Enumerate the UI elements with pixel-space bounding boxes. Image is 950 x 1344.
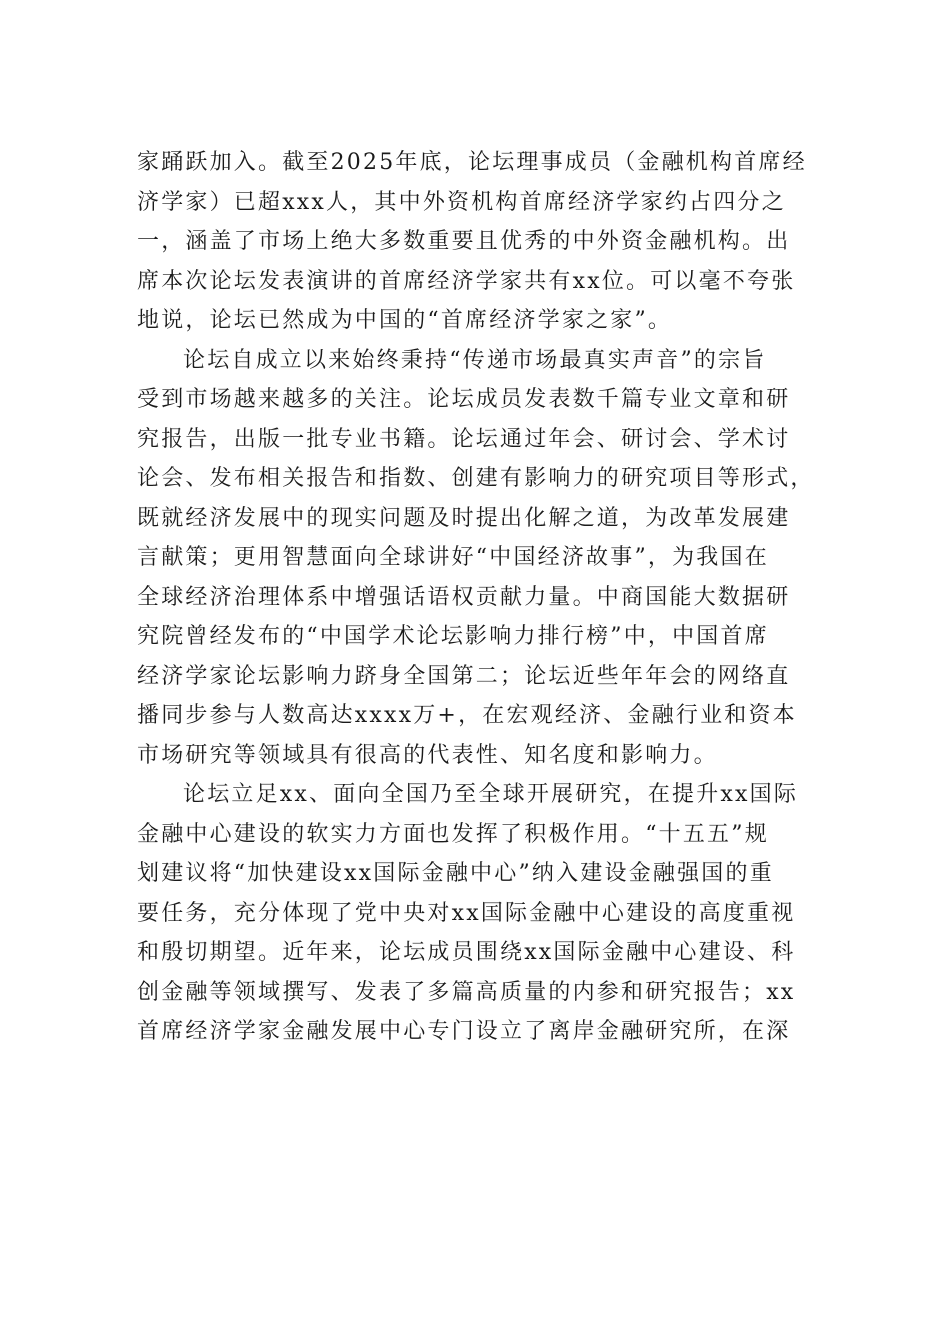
text-line: 市场研究等领域具有很高的代表性、知名度和影响力。 [137, 742, 718, 768]
text-line: 要任务，充分体现了党中央对xx国际金融中心建设的高度重视 [137, 900, 796, 926]
text-line: 创金融等领域撰写、发表了多篇高质量的内参和研究报告；xx [137, 979, 796, 1005]
paragraph-2 [137, 341, 827, 776]
text-line: 首席经济学家金融发展中心专门设立了离岸金融研究所，在深 [137, 1019, 791, 1044]
text-line: 既就经济发展中的现实问题及时提出化解之道，为改革发展建 [137, 505, 791, 531]
text-line: 经济学家论坛影响力跻身全国第二；论坛近些年年会的网络直 [137, 663, 791, 689]
paragraph-1 [137, 143, 827, 341]
paragraph-3 [137, 775, 827, 1052]
text-line: 一，涵盖了市场上绝大多数重要且优秀的中外资金融机构。出 [137, 229, 791, 254]
text-line: 家踊跃加入。截至2025年底，论坛理事成员（金融机构首席经 [137, 150, 807, 175]
text-line: 究报告，出版一批专业书籍。论坛通过年会、研讨会、学术讨 [137, 426, 791, 452]
text-line: 论坛自成立以来始终秉持“传递市场最真实声音”的宗旨 [183, 347, 767, 373]
text-line: 论会、发布相关报告和指数、创建有影响力的研究项目等形式， [137, 466, 815, 491]
text-line: 和殷切期望。近年来，论坛成员围绕xx国际金融中心建设、科 [137, 940, 796, 965]
text-line: 究院曾经发布的“中国学术论坛影响力排行榜”中，中国首席 [137, 624, 769, 649]
text-line: 全球经济治理体系中增强话语权贡献力量。中商国能大数据研 [137, 584, 791, 610]
document-body [137, 143, 827, 1052]
text-line: 席本次论坛发表演讲的首席经济学家共有xx位。可以毫不夸张 [137, 268, 796, 294]
text-line: 播同步参与人数高达xxxx万+，在宏观经济、金融行业和资本 [137, 703, 797, 728]
text-line: 划建议将“加快建设xx国际金融中心”纳入建设金融强国的重 [137, 861, 774, 886]
text-line: 地说，论坛已然成为中国的“首席经济学家之家”。 [137, 308, 673, 333]
text-line: 受到市场越来越多的关注。论坛成员发表数千篇专业文章和研 [137, 387, 791, 412]
text-line: 言献策；更用智慧面向全球讲好“中国经济故事”，为我国在 [137, 545, 769, 570]
text-line: 金融中心建设的软实力方面也发挥了积极作用。“十五五”规 [137, 821, 769, 847]
text-line: 论坛立足xx、面向全国乃至全球开展研究，在提升xx国际 [183, 782, 799, 807]
text-line: 济学家）已超xxx人，其中外资机构首席经济学家约占四分之 [137, 189, 786, 215]
